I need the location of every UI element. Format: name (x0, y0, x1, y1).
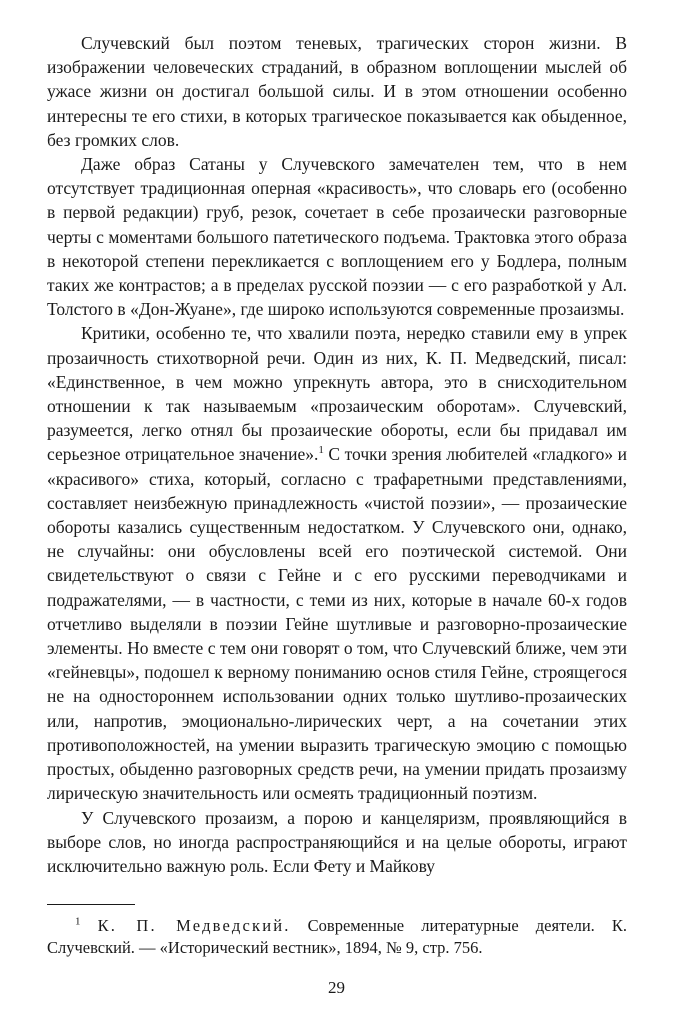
page-body (47, 31, 627, 959)
paragraph-3-part-2: С точки зрения любителей «гладкого» и «красивого» стиха, который, согласно с трафаретными представлениями, составляет неизбежную принадлежность «чистой поэзии», — прозаические обороты казались существенным недостатком. У Случевского они, однако, не случайны: они обусловлены всей его поэтической системой. Они свидетельствуют о связи с Гейне и с его русскими переводчиками и подражателями, — в частности, с теми из них, которые в начале 60-х годов отчетливо выделяли в поэзии Гейне шутливые и разговорно-прозаические элементы. Но вместе с тем они говорят о том, что Случевский ближе, чем эти «гейневцы», подошел к верному пониманию основ стиля Гейне, строящегося не на одностороннем использовании одних только шутливо-прозаических или, напротив, эмоционально-лирических черт, а на сочетании этих противоположностей, на умении выразить трагическую эмоцию с помощью простых, обыденно разговорных средств речи, на умении придать прозаизму лирическую значительность или осмеять традиционный поэтизм. (47, 444, 627, 804)
paragraph-3 (47, 321, 627, 805)
paragraph-4: У Случевского прозаизм, а порою и канцеляризм, проявляющийся в выборе слов, но иногда распространяющийся и на целые обороты, играют исключительно важную роль. Если Фету и Майкову (47, 807, 627, 876)
paragraph-2: Даже образ Сатаны у Случевского замечателен тем, что в нем отсутствует традиционная оперная «красивость», что словарь его (особенно в первой редакции) груб, резок, сочетает в себе прозаически разговорные черты с моментами большого патетического подъема. Трактовка этого образа в некоторой степени перекликается с воплощением его у Бодлера, полным таких же контрастов; а в пределах русской поэзии — с его разработкой у Ал. Толстого в «Дон-Жуане», где широко используются современные прозаизмы. (47, 154, 627, 320)
paragraph-3-part-1: Критики, особенно те, что хвалили поэта, нередко ставили ему в упрек прозаичность стихотворной речи. Один из них, К. П. Медведский, писал: «Единственное, в чем можно упрекнуть автора, это в снисходительном отношении к так называемым «прозаическим оборотам». Случевский, разумеется, легко отнял бы прозаические обороты, если бы придавал им серьезное отрицательное значение». (47, 323, 627, 465)
footnote-divider (47, 904, 135, 905)
footnote-text: Современные литературные деятели. К. Случевский. — «Исторический вестник», 1894, № 9, стр. 756. (47, 916, 627, 958)
page-number: 29 (328, 978, 345, 997)
footnote-author: К. П. Медведский. (97, 916, 291, 936)
paragraph-1: Случевский был поэтом теневых, трагических сторон жизни. В изображении человеческих страданий, в образном воплощении мыслей об ужасе жизни он достигал большой силы. И в этом отношении особенно интересны те его стихи, в которых трагическое показывается как обыденное, без громких слов. (47, 33, 627, 150)
footnote-reference: 1 (318, 444, 324, 457)
footnote-marker: 1 (75, 915, 81, 928)
footnote (47, 915, 627, 959)
